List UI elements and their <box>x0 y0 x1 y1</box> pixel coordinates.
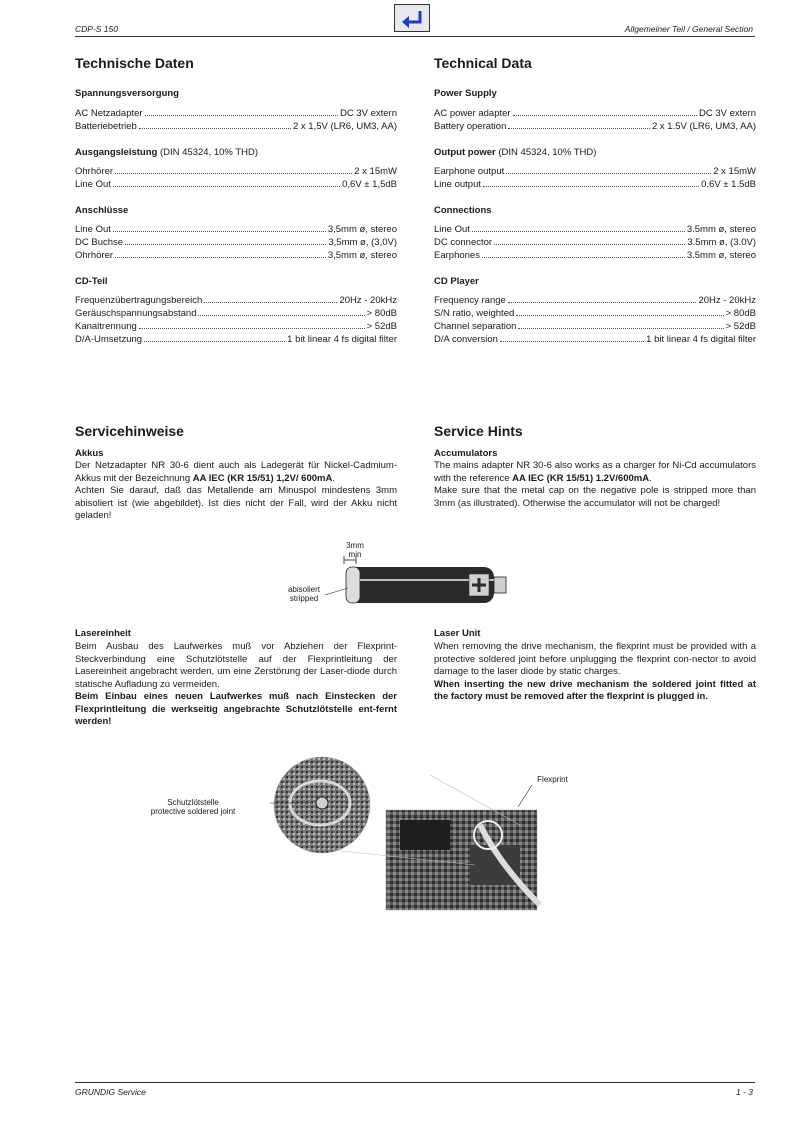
spec-value: 2 x 1.5V (LR6, UM3, AA) <box>651 121 756 132</box>
spec-row <box>75 223 397 236</box>
spec-row <box>75 165 397 178</box>
spec-row <box>434 178 756 191</box>
spec-value: 3,5mm ø, stereo <box>327 250 397 261</box>
spec-value: 1 bit linear 4 fs digital filter <box>287 334 397 345</box>
spec-label: D/A-Umsetzung <box>75 334 143 345</box>
spec-label: DC connector <box>434 237 493 248</box>
spec-value: 1 bit linear 4 fs digital filter <box>646 334 756 345</box>
spec-value: DC 3V extern <box>698 108 756 119</box>
akku-text-de: Der Netzadapter NR 30-6 dient auch als Ladegerät für Nickel-Cadmium-Akkus mit der Bezeichnung AA IEC (KR 15/51) 1,2V/ 600mA. Achten Sie darauf, daß das Metallende am Minuspol mindestens 3mm abisoliert ist (wie abgebildet). Ist dies nicht der Fall, wird der Akku nicht geladen! <box>75 460 397 521</box>
spec-value: 3.5mm ø, (3.0V) <box>687 237 756 248</box>
spec-row <box>75 236 397 249</box>
flexprint-label: Flexprint <box>537 775 568 784</box>
power-title-de: Spannungsversorgung <box>75 88 179 99</box>
spec-label: Battery operation <box>434 121 507 132</box>
spec-row <box>434 120 756 133</box>
laser-text-de: Beim Ausbau des Laufwerkes muß vor Abziehen der Flexprint-Steckverbindung eine Schutzlötstelle auf der Flexprintleitung der Lasereinheit angebracht werden, um eine Zerstörung der Laser-diode durch statische Aufladung zu vermeiden. Beim Einbau eines neuen Laufwerkes muß nach Einstecken der Flexprintleitung die werkseitig angebrachte Schutzlötstelle ent-fernt werden! <box>75 641 397 727</box>
spec-value: 2 x 15mW <box>713 166 756 177</box>
spec-value: 2 x 1,5V (LR6, UM3, AA) <box>292 121 397 132</box>
spec-value: 3.5mm ø, stereo <box>686 224 756 235</box>
conn-title-en: Connections <box>434 205 492 216</box>
footer-page: 1 - 3 <box>735 1087 753 1097</box>
akku-title-de: Akkus <box>75 448 104 459</box>
spec-value: DC 3V extern <box>339 108 397 119</box>
cd-title-de: CD-Teil <box>75 276 108 287</box>
tech-title-de: Technische Daten <box>75 55 194 71</box>
spec-value: 0,6V ± 1,5dB <box>342 179 397 190</box>
laser-text-en: When removing the drive mechanism, the flexprint must be provided with a protective soldered joint before unplugging the flexprint con-nector to avoid damage to the laser diode by static charges. When inserting the new drive mechanism the soldered joint fitted at the factory must be removed after the flexprint is plugged in. <box>434 641 756 702</box>
spec-value: 2 x 15mW <box>354 166 397 177</box>
footer-brand: GRUNDIG Service <box>75 1087 146 1097</box>
battery-dim-label: 3mm min <box>346 541 364 559</box>
spec-label: Line Out <box>434 224 470 235</box>
spec-label: Earphone output <box>434 166 505 177</box>
spec-label: DC Buchse <box>75 237 124 248</box>
tech-title-en: Technical Data <box>434 55 532 71</box>
footer-rule <box>75 1082 755 1083</box>
service-title-en: Service Hints <box>434 423 523 439</box>
spec-row <box>434 333 756 346</box>
spec-row <box>75 333 397 346</box>
conn-title-de: Anschlüsse <box>75 205 129 216</box>
spec-label: Channel separation <box>434 321 517 332</box>
spec-row <box>434 223 756 236</box>
akku-text-en: The mains adapter NR 30-6 also works as a charger for Ni-Cd accumulators with the reference AA IEC (KR 15/51) 1.2V/600mA. Make sure that the metal cap on the negative pole is stripped more than 3mm (as illustrated). Otherwise the accumulator will not be charged! <box>434 460 756 509</box>
spec-row <box>434 294 756 307</box>
laser-photo-figure <box>270 755 545 915</box>
spec-row <box>75 120 397 133</box>
spec-row <box>434 107 756 120</box>
spec-label: Line Out <box>75 224 111 235</box>
spec-row <box>75 294 397 307</box>
power-title-en: Power Supply <box>434 88 497 99</box>
header-rule <box>75 36 755 37</box>
cd-title-en: CD Player <box>434 276 479 287</box>
spec-label: AC Netzadapter <box>75 108 143 119</box>
spec-value: > 80dB <box>725 308 756 319</box>
spec-value: > 80dB <box>366 308 397 319</box>
output-title-en: Output power (DIN 45324, 10% THD) <box>434 147 597 158</box>
spec-label: Geräuschspannungsabstand <box>75 308 197 319</box>
spec-row <box>434 249 756 262</box>
laser-title-en: Laser Unit <box>434 628 481 639</box>
spec-row <box>75 107 397 120</box>
battery-stripped-label: abisoliert stripped <box>287 585 320 603</box>
laser-title-de: Lasereinheit <box>75 628 131 639</box>
spec-label: Kanaltrennung <box>75 321 137 332</box>
spec-label: Ohrhörer <box>75 250 114 261</box>
spec-label: Batteriebetrieb <box>75 121 137 132</box>
spec-row <box>434 307 756 320</box>
spec-value: > 52dB <box>366 321 397 332</box>
spec-row <box>434 320 756 333</box>
spec-label: Line Out <box>75 179 111 190</box>
akku-title-en: Accumulators <box>434 448 498 459</box>
spec-value: 3.5mm ø, stereo <box>686 250 756 261</box>
spec-row <box>434 165 756 178</box>
spec-label: Frequency range <box>434 295 506 306</box>
spec-label: Ohrhörer <box>75 166 114 177</box>
service-title-de: Servicehinweise <box>75 423 184 439</box>
spec-row <box>75 178 397 191</box>
spec-value: 0.6V ± 1.5dB <box>701 179 756 190</box>
output-title-de: Ausgangsleistung (DIN 45324, 10% THD) <box>75 147 259 158</box>
spec-label: D/A conversion <box>434 334 498 345</box>
back-button[interactable] <box>394 4 430 32</box>
spec-label: Line output <box>434 179 482 190</box>
spec-label: Frequenzübertragungsbereich <box>75 295 203 306</box>
spec-row <box>75 320 397 333</box>
spec-row <box>434 236 756 249</box>
spec-label: S/N ratio, weighted <box>434 308 515 319</box>
spec-label: AC power adapter <box>434 108 511 119</box>
spec-value: 3,5mm ø, stereo <box>327 224 397 235</box>
back-arrow-icon <box>400 8 426 30</box>
header-section: Allgemeiner Teil / General Section <box>624 24 753 34</box>
header-model: CDP-S 150 <box>75 24 118 34</box>
spec-value: 20Hz - 20kHz <box>339 295 397 306</box>
spec-value: 20Hz - 20kHz <box>698 295 756 306</box>
spec-value: 3,5mm ø, (3,0V) <box>328 237 397 248</box>
spec-label: Earphones <box>434 250 480 261</box>
joint-label: Schutzlötstelle protective soldered joint <box>150 798 236 816</box>
spec-row <box>75 307 397 320</box>
spec-row <box>75 249 397 262</box>
spec-value: > 52dB <box>725 321 756 332</box>
